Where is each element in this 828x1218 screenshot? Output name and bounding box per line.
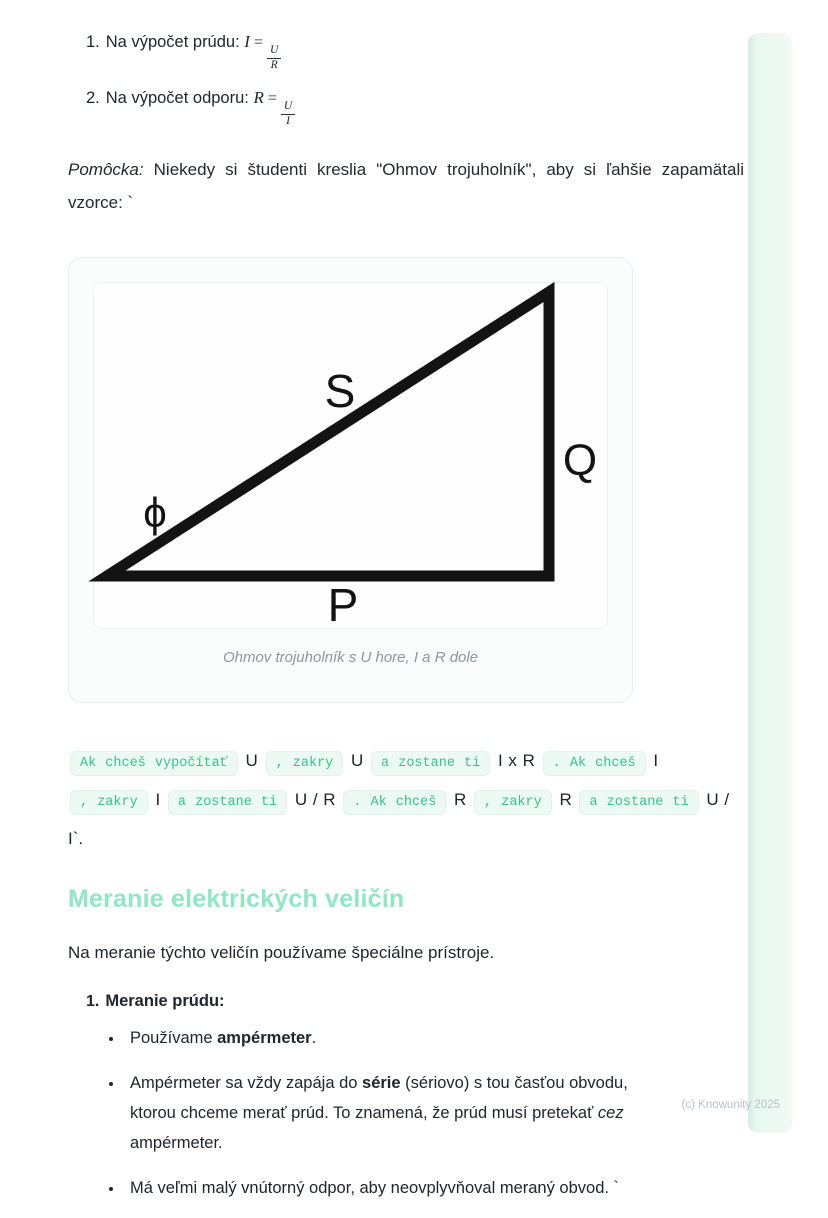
list-item-measure-current xyxy=(86,992,744,1203)
text-segment: ampérmeter. xyxy=(130,1133,223,1152)
text-segment: série xyxy=(362,1073,401,1092)
decorative-side-bar xyxy=(748,33,792,1133)
ohms-triangle-figure xyxy=(93,282,608,632)
inline-code-chip: Ak chceš vypočítať xyxy=(70,751,238,776)
text-segment: Používame xyxy=(130,1028,218,1047)
fraction: $\frac{U}{I}$ xyxy=(281,101,295,127)
hint-lead: Pomôcka: xyxy=(68,160,144,179)
list-item xyxy=(86,86,744,127)
text-segment: ampérmeter xyxy=(217,1028,312,1047)
bullet-item xyxy=(124,1068,646,1158)
text-segment: I xyxy=(647,751,659,771)
triangle-label-bottom: P xyxy=(327,579,359,632)
hint-paragraph xyxy=(68,153,744,219)
list-number: 2. xyxy=(86,89,100,107)
bullet-list xyxy=(124,1023,646,1203)
text-segment: . xyxy=(311,1028,317,1047)
measurement-list xyxy=(86,992,744,1203)
text-segment: I xyxy=(149,790,166,810)
inline-code-chip: . Ak chceš xyxy=(543,751,646,776)
inline-code-chip: a zostane ti xyxy=(371,751,490,776)
text-segment: (sériovo) s tou časťou obvodu, ktorou chceme merať prúd. To znamená, že prúd musí pretekať xyxy=(130,1073,628,1122)
triangle-label-right-side: Q xyxy=(562,436,598,486)
text-segment: U / I`. xyxy=(68,790,730,849)
text-segment: Má veľmi malý vnútorný odpor, aby neovplyvňoval meraný obvod. ` xyxy=(130,1178,620,1197)
inline-code-chip: . Ak chceš xyxy=(343,790,446,815)
formula-list xyxy=(86,30,744,127)
inline-code-chip: , zakry xyxy=(266,751,344,776)
section-intro: Na meranie týchto veličín používame špeciálne prístroje. xyxy=(68,943,495,963)
formula-math: R = $\frac{U}{I}$ xyxy=(253,88,295,107)
figure-caption: Ohmov trojuholník s U hore, I a R dole xyxy=(222,649,479,667)
inline-code-chip: a zostane ti xyxy=(579,790,698,815)
inline-code-chip: a zostane ti xyxy=(168,790,287,815)
hint-body: Niekedy si študenti kreslia "Ohmov trojuholník", aby si ľahšie zapamätali vzorce: ` xyxy=(68,160,744,213)
code-hint-paragraph xyxy=(68,743,744,857)
triangle-shape xyxy=(107,292,549,576)
figure-card xyxy=(68,257,633,703)
ohms-triangle-diagram xyxy=(93,283,608,632)
text-segment: Ampérmeter sa vždy zapája do xyxy=(130,1073,363,1092)
list-number: 1. xyxy=(86,992,100,1010)
fraction: $\frac{U}{R}$ xyxy=(267,45,281,71)
text-segment: R xyxy=(553,790,578,810)
formula-label: Na výpočet prúdu: xyxy=(105,33,240,51)
text-segment: cez xyxy=(597,1103,624,1122)
triangle-label-hypotenuse: S xyxy=(324,365,356,418)
formula-math: I = $\frac{U}{R}$ xyxy=(244,32,281,51)
document-content xyxy=(68,30,744,1218)
section-heading: Meranie elektrických veličín xyxy=(68,885,405,914)
text-segment: R xyxy=(448,790,473,810)
text-segment: U xyxy=(239,751,264,771)
list-item xyxy=(86,30,744,71)
bullet-item xyxy=(124,1173,646,1203)
triangle-label-angle-phi: ϕ xyxy=(143,489,167,537)
text-segment: I x R xyxy=(492,751,541,771)
inline-code-chip: , zakry xyxy=(474,790,552,815)
inline-code-chip: , zakry xyxy=(70,790,148,815)
copyright-footer: (c) Knowunity 2025 xyxy=(681,1099,780,1111)
text-segment: U / R xyxy=(289,790,342,810)
bullet-item xyxy=(124,1023,646,1053)
formula-label: Na výpočet odporu: xyxy=(105,89,249,107)
list-number: 1. xyxy=(86,33,100,51)
step-title: Meranie prúdu: xyxy=(105,991,225,1010)
text-segment: U xyxy=(345,751,370,771)
